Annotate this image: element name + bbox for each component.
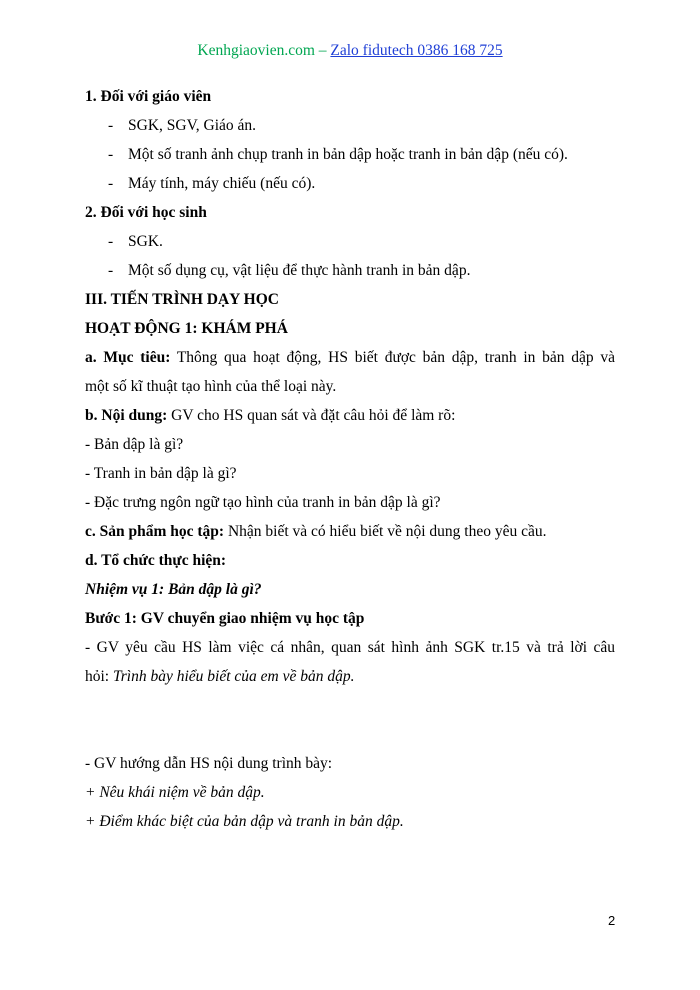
activity-heading: HOẠT ĐỘNG 1: KHÁM PHÁ: [85, 320, 288, 337]
product-line: c. Sản phẩm học tập: Nhận biết và có hiểu biết về nội dung theo yêu cầu.: [85, 523, 547, 540]
guide-item: + Nêu khái niệm về bản dập.: [85, 784, 265, 801]
teacher-heading: 1. Đối với giáo viên: [85, 88, 212, 105]
step1-line-2: hỏi: Trình bày hiểu biết của em về bản dập.: [85, 668, 355, 685]
goal-line: a. Mục tiêu: Thông qua hoạt động, HS biết được bản dập, tranh in bản dập và: [85, 349, 615, 366]
guide-item: + Điểm khác biệt của bản dập và tranh in bản dập.: [85, 813, 404, 830]
header-site[interactable]: Kenhgiaovien.com: [197, 42, 315, 59]
teacher-item: - Máy tính, máy chiếu (nếu có).: [108, 175, 316, 192]
question-item: - Bản dập là gì?: [85, 436, 184, 453]
page-header: [0, 42, 700, 60]
step1-line: - GV yêu cầu HS làm việc cá nhân, quan sát hình ảnh SGK tr.15 và trả lời câu: [85, 639, 615, 656]
step1-heading: Bước 1: GV chuyển giao nhiệm vụ học tập: [85, 610, 365, 627]
guide-line: - GV hướng dẫn HS nội dung trình bày:: [85, 755, 333, 772]
part3-heading: III. TIẾN TRÌNH DẠY HỌC: [85, 291, 279, 308]
blank-space: [85, 691, 615, 749]
document-body: [85, 82, 615, 836]
header-separator: –: [314, 42, 331, 59]
student-item: - SGK.: [108, 233, 163, 250]
student-heading: 2. Đối với học sinh: [85, 204, 207, 221]
header-zalo-link[interactable]: Zalo fidutech 0386 168 725: [330, 42, 503, 59]
goal-line-2: một số kĩ thuật tạo hình của thể loại này.: [85, 378, 337, 395]
question-item: - Tranh in bản dập là gì?: [85, 465, 237, 482]
question-item: - Đặc trưng ngôn ngữ tạo hình của tranh in bản dập là gì?: [85, 494, 441, 511]
teacher-item: - Một số tranh ảnh chụp tranh in bản dập hoặc tranh in bản dập (nếu có).: [108, 146, 568, 163]
teacher-item: - SGK, SGV, Giáo án.: [108, 117, 257, 134]
page-number: 2: [608, 913, 616, 928]
task1-heading: Nhiệm vụ 1: Bản dập là gì?: [85, 581, 262, 598]
student-item: - Một số dụng cụ, vật liệu để thực hành tranh in bản dập.: [108, 262, 471, 279]
content-line: b. Nội dung: GV cho HS quan sát và đặt câu hỏi để làm rõ:: [85, 407, 456, 424]
org-heading: d. Tổ chức thực hiện:: [85, 552, 227, 569]
